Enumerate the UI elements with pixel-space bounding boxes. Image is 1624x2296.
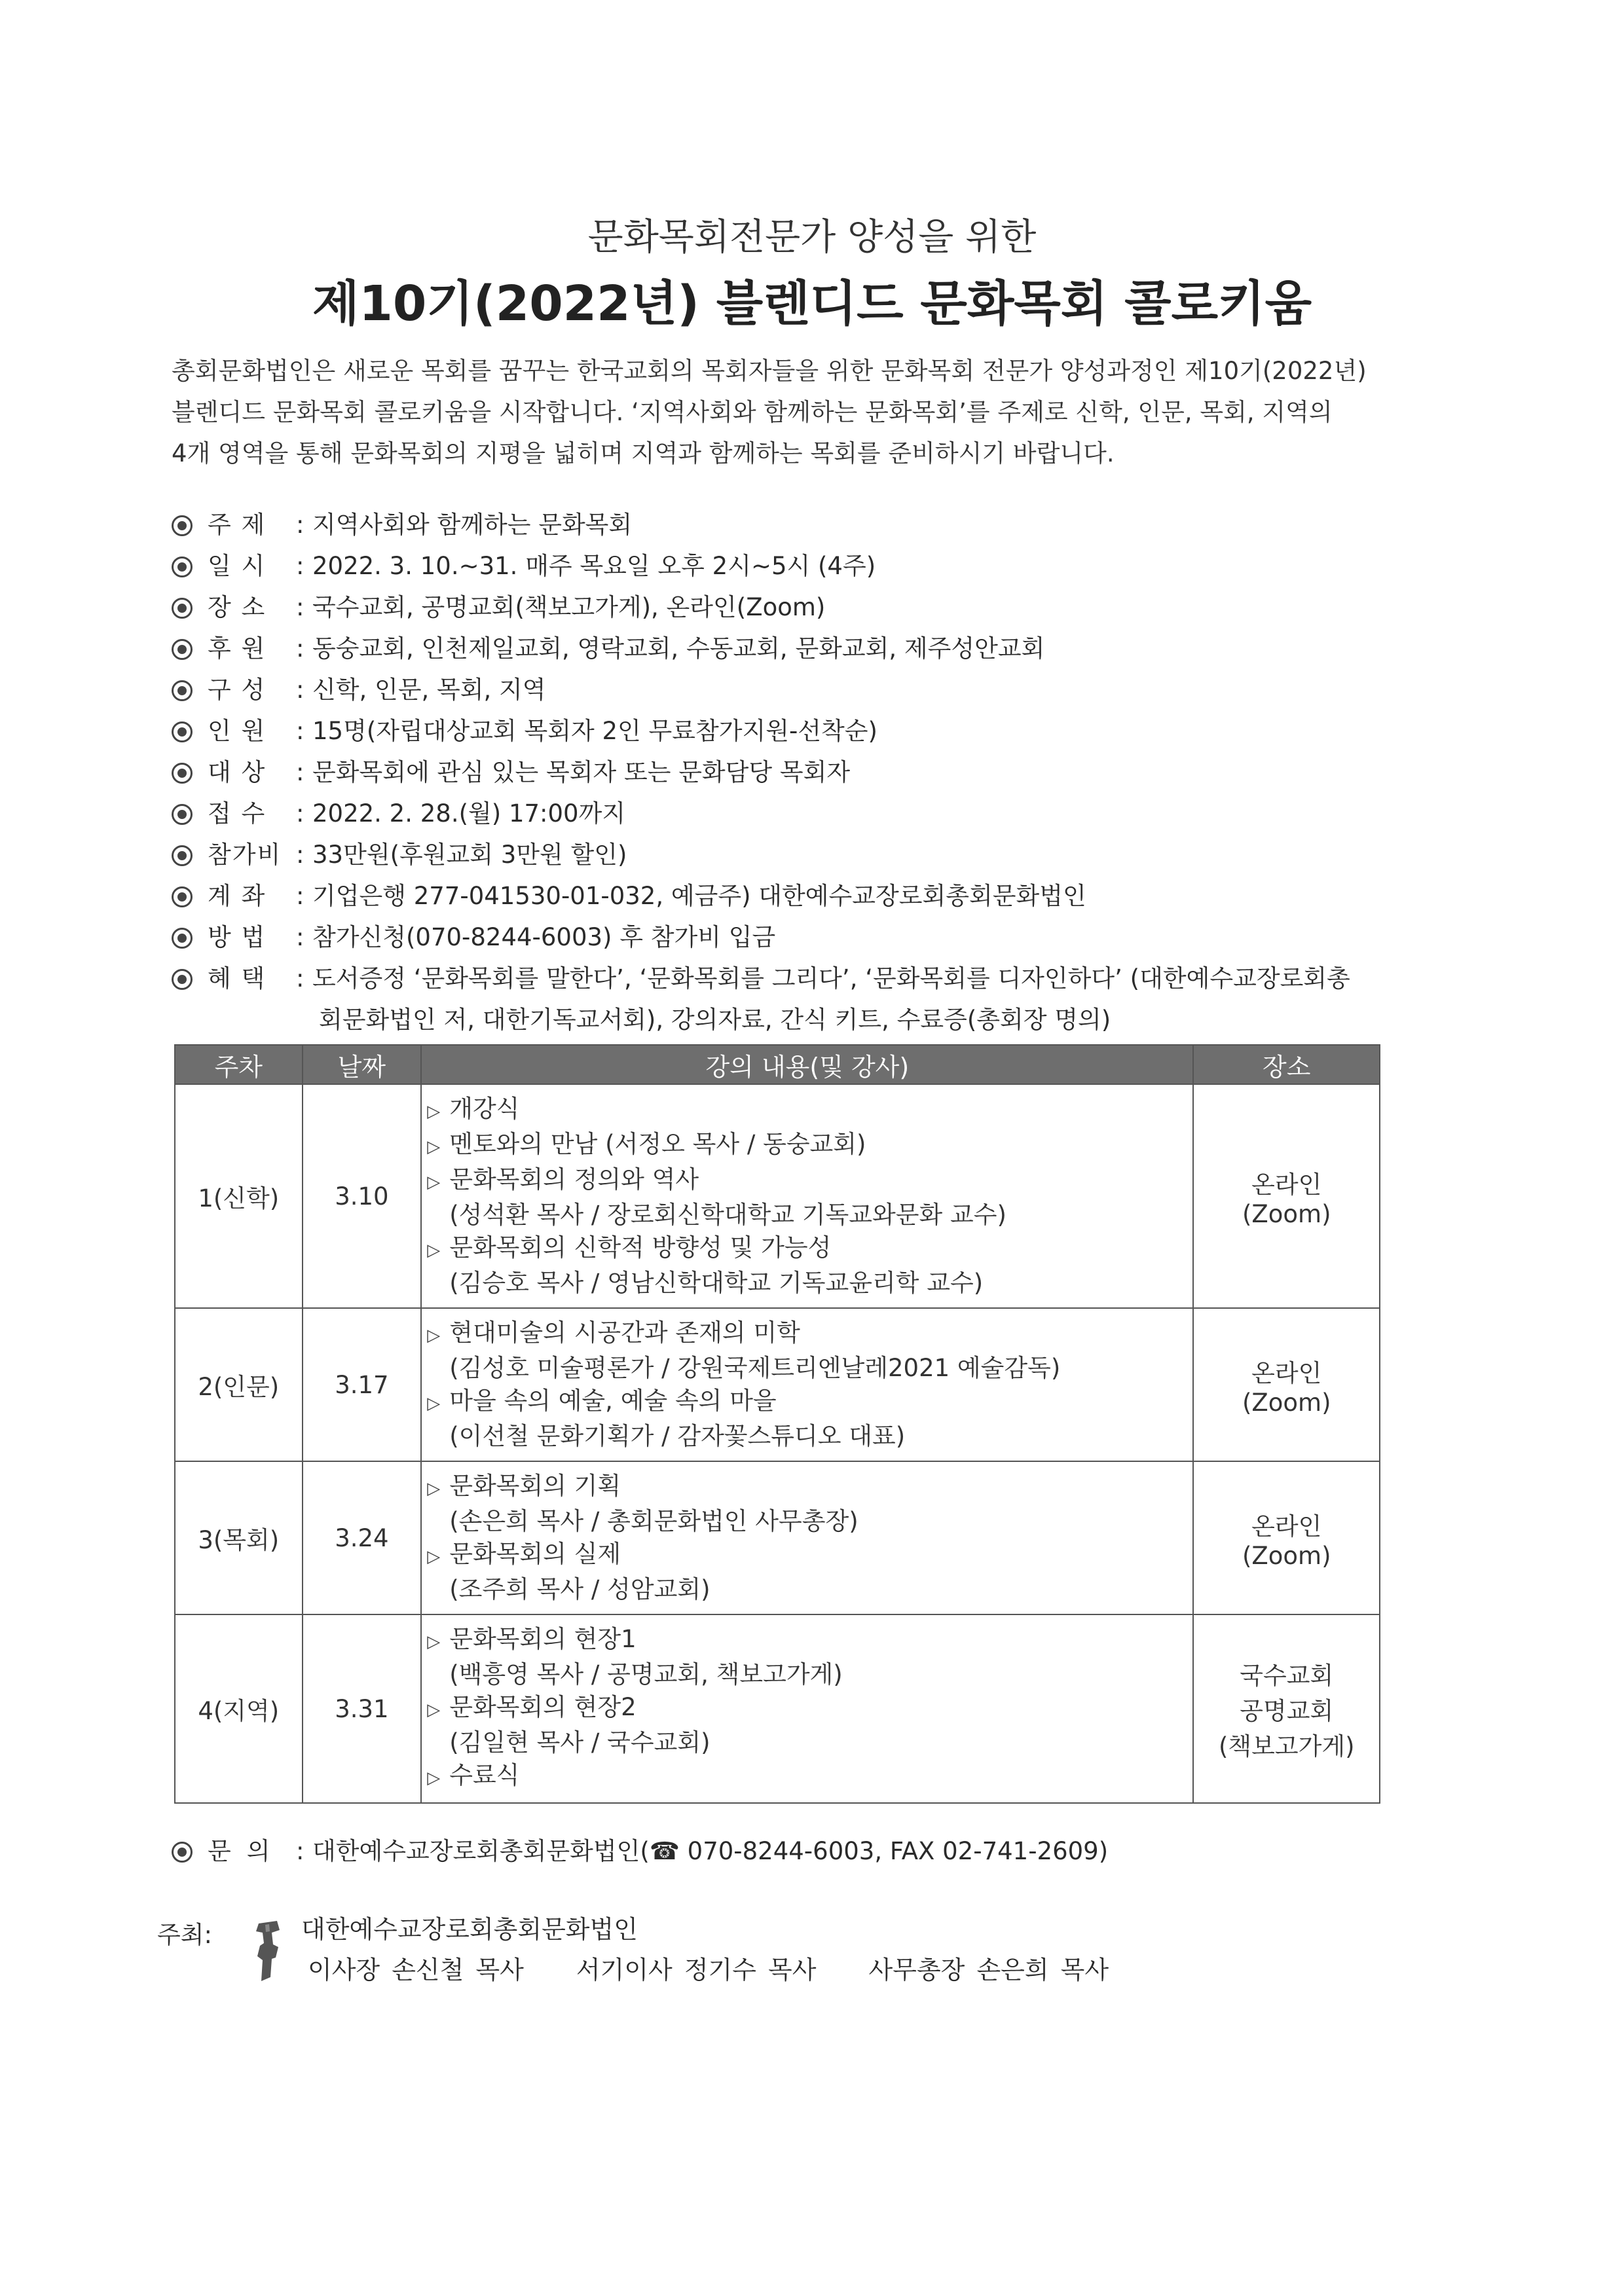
week-cell: 1(신학): [175, 1084, 303, 1308]
lecture-line: ▷ 문화목회의 현장2: [427, 1691, 1187, 1726]
info-list: [172, 505, 1455, 1042]
place-cell: 온라인 (Zoom): [1193, 1461, 1380, 1614]
table-row: [175, 1461, 1380, 1614]
lecturer-line: (김승호 목사 / 영남신학대학교 기독교윤리학 교수): [449, 1269, 984, 1297]
lecturer-line: (성석환 목사 / 장로회신학대학교 기독교와문화 교수): [449, 1201, 1006, 1229]
lecture-line: ▷ 개강식: [427, 1093, 1187, 1128]
info-item-structure: 구 성 : 신학, 인문, 목회, 지역: [172, 670, 1455, 712]
bullet-icon: [172, 753, 198, 792]
lecture-line: ▷ 문화목회의 정의와 역사: [427, 1163, 1187, 1199]
date-cell: 3.31: [303, 1614, 422, 1803]
bullet-icon: [172, 670, 198, 710]
triangle-marker-icon: ▷: [427, 1137, 441, 1157]
triangle-marker-icon: ▷: [427, 1326, 441, 1345]
info-value: 15명(자립대상교회 목회자 2인 무료참가지원-선착순): [312, 717, 877, 745]
info-item-venue: 장 소 : 국수교회, 공명교회(책보고가게), 온라인(Zoom): [172, 588, 1455, 629]
info-value: 기업은행 277-041530-01-032, 예금주) 대한예수교장로회총회문화법인: [312, 882, 1086, 910]
week-cell: 4(지역): [175, 1614, 303, 1803]
info-value: 도서증정 ‘문화목회를 말한다’, ‘문화목회를 그리다’, ‘문화목회를 디자인하다’ (대한예수교장로회총: [312, 964, 1350, 993]
document-subtitle: 문화목회전문가 양성을 위한: [587, 216, 1037, 259]
info-item-target: 대 상 : 문화목회에 관심 있는 목회자 또는 문화담당 목회자: [172, 753, 1455, 794]
content-cell: [421, 1614, 1193, 1803]
lecturer-line: (조주희 목사 / 성암교회): [449, 1575, 710, 1603]
triangle-marker-icon: ▷: [427, 1394, 441, 1413]
date-cell: 3.17: [303, 1308, 422, 1461]
lecture-line: ▷ 멘토와의 만남 (서정오 목사 / 동숭교회): [427, 1128, 1187, 1163]
schedule-table: [174, 1044, 1380, 1804]
info-item-registration: 접 수 : 2022. 2. 28.(월) 17:00까지: [172, 794, 1455, 835]
info-value: 국수교회, 공명교회(책보고가게), 온라인(Zoom): [312, 593, 826, 621]
info-value: 참가신청(070-8244-6003) 후 참가비 입금: [312, 923, 776, 951]
info-item-fee: 참가비 : 33만원(후원교회 3만원 할인): [172, 835, 1455, 877]
triangle-marker-icon: ▷: [427, 1479, 441, 1499]
table-row: [175, 1084, 1380, 1308]
content-cell: [421, 1308, 1193, 1461]
lecture-line: ▷ 수료식: [427, 1759, 1187, 1795]
bullet-icon: [172, 918, 198, 957]
bullet-icon: [172, 1832, 193, 1871]
info-value: 동숭교회, 인천제일교회, 영락교회, 수동교회, 문화교회, 제주성안교회: [312, 634, 1045, 663]
info-item-benefits: 혜 택 : 도서증정 ‘문화목회를 말한다’, ‘문화목회를 그리다’, ‘문화목회를 디자인하다’ (대한예수교장로회총 회문화법인 저, 대한기독교서회), 강의자료, 간식 키트, 수료증(총회장 명의): [172, 959, 1455, 1042]
lecture-line: ▷ 문화목회의 현장1: [427, 1623, 1187, 1658]
info-label: 일 시: [208, 552, 267, 580]
lecture-line: ▷ 문화목회의 실제: [427, 1538, 1187, 1573]
table-row: [175, 1308, 1380, 1461]
info-item-sponsors: 후 원 : 동숭교회, 인천제일교회, 영락교회, 수동교회, 문화교회, 제주성안교회: [172, 629, 1455, 670]
date-cell: 3.10: [303, 1084, 422, 1308]
info-item-capacity: 인 원 : 15명(자립대상교회 목회자 2인 무료참가지원-선착순): [172, 712, 1455, 753]
lecturer-line: (이선철 문화기획가 / 감자꽃스튜디오 대표): [449, 1422, 906, 1450]
info-value-continued: 회문화법인 저, 대한기독교서회), 강의자료, 간식 키트, 수료증(총회장 명의): [319, 1006, 1111, 1034]
content-cell: [421, 1461, 1193, 1614]
date-cell: 3.24: [303, 1461, 422, 1614]
info-item-schedule: 일 시 : 2022. 3. 10.~31. 매주 목요일 오후 2시~5시 (4주): [172, 547, 1455, 588]
triangle-marker-icon: ▷: [427, 1632, 441, 1652]
triangle-marker-icon: ▷: [427, 1700, 441, 1720]
info-label: 방 법: [208, 923, 267, 951]
place-cell: 온라인 (Zoom): [1193, 1308, 1380, 1461]
bullet-icon: [172, 835, 198, 875]
info-value: 33만원(후원교회 3만원 할인): [312, 841, 627, 869]
document-title: 제10기(2022년) 블렌디드 문화목회 콜로키움: [312, 276, 1312, 332]
bullet-icon: [172, 877, 198, 916]
info-label: 접 수: [208, 799, 267, 828]
lecturer-line: (손은희 목사 / 총회문화법인 사무총장): [449, 1507, 858, 1535]
column-header-week: 주차: [175, 1045, 303, 1084]
table-row: [175, 1614, 1380, 1803]
officer-chairman: 이사장 손신철 목사: [308, 1956, 524, 1984]
place-cell: 온라인 (Zoom): [1193, 1084, 1380, 1308]
info-value: 신학, 인문, 목회, 지역: [312, 676, 546, 704]
week-cell: 2(인문): [175, 1308, 303, 1461]
info-label: 주 제: [208, 511, 267, 539]
info-label: 후 원: [208, 634, 267, 663]
triangle-marker-icon: ▷: [427, 1173, 441, 1192]
triangle-marker-icon: ▷: [427, 1547, 441, 1567]
triangle-marker-icon: ▷: [427, 1102, 441, 1121]
column-header-content: 강의 내용(및 강사): [421, 1045, 1193, 1084]
info-label: 대 상: [208, 758, 267, 786]
info-value: 2022. 2. 28.(월) 17:00까지: [312, 799, 626, 828]
triangle-marker-icon: ▷: [427, 1241, 441, 1260]
bullet-icon: [172, 588, 198, 627]
column-header-place: 장소: [1193, 1045, 1380, 1084]
info-label: 인 원: [208, 717, 267, 745]
info-item-theme: 주 제 : 지역사회와 함께하는 문화목회: [172, 505, 1455, 547]
lecture-line: ▷ 현대미술의 시공간과 존재의 미학: [427, 1317, 1187, 1352]
lecture-line: ▷ 문화목회의 기획: [427, 1470, 1187, 1505]
host-officers: [308, 1950, 1149, 1986]
officer-general-secretary: 사무총장 손은희 목사: [868, 1956, 1109, 1984]
lecture-line: ▷ 문화목회의 신학적 방향성 및 가능성: [427, 1231, 1187, 1267]
info-item-method: 방 법 : 참가신청(070-8244-6003) 후 참가비 입금: [172, 918, 1455, 959]
week-cell: 3(목회): [175, 1461, 303, 1614]
bullet-icon: [172, 505, 198, 545]
info-item-account: 계 좌 : 기업은행 277-041530-01-032, 예금주) 대한예수교장로회총회문화법인: [172, 877, 1455, 918]
bullet-icon: [172, 629, 198, 668]
officer-secretary: 서기이사 정기수 목사: [576, 1956, 817, 1984]
lecturer-line: (김성호 미술평론가 / 강원국제트리엔날레2021 예술감독): [449, 1354, 1061, 1382]
info-value: 지역사회와 함께하는 문화목회: [312, 511, 633, 539]
lecturer-line: (백흥영 목사 / 공명교회, 책보고가게): [449, 1660, 843, 1688]
info-value: 2022. 3. 10.~31. 매주 목요일 오후 2시~5시 (4주): [312, 552, 876, 580]
info-label: 참가비: [208, 841, 282, 869]
intro-line: 블렌디드 문화목회 콜로키움을 시작합니다. ‘지역사회와 함께하는 문화목회’를 주제로 신학, 인문, 목회, 지역의: [172, 398, 1333, 426]
inquiry-label: 문의: [208, 1837, 286, 1865]
document-page: 문화목회전문가 양성을 위한 제10기(2022년) 블렌디드 문화목회 콜로키움 총회문화법인은 새로운 목회를 꿈꾸는 한국교회의 목회자들을 위한 문화목회 전문가 양성과정인 제10기(2022년) 블렌디드 문화목회 콜로키움을 시작합니다. ‘지역사회와 함께하는 문화목회’를 주제로 신학, 인문, 목회, 지역의 4개 영역을 통해 문화목회의 지평을 넓히며 지역과 함께하는 목회를 준비하시기 바랍니다. 주 제 : 지역사회와 함께하는 문화목회 일 시 : 2022. 3. 10.~31. 매주 목요일 오후 2시~5시 (4주) 장 소 : 국수교회, 공명교회(책보고가게), 온라인(Zoom) 후 원 : 동숭교회, 인천제일교회, 영락교회, 수동교회, 문화교회, 제주성안교회 구 성 : 신학, 인문, 목회, 지역 인 원 : 15명(자립대상교회 목회자 2인 무료참가지원-선착순) 대 상 : 문화목회에 관심 있는 목회자 또는 문화담당 목회자 접 수 : 2022. 2. 28.(월) 17:00까지 참가비 : 33만원(후원교회 3만원 할인) 계 좌 : 기업은행 277-041530-01-032, 예금주) 대한예수교장로회총회문화법인 방 법 : 참가신청(070-8244-6003) 후 참가비 입금 혜 택 : 도서증정 ‘문화목회를 말한다’, ‘문화목회를 그리다’, ‘문화목회를 디자인하다’ (대한예수교장로회총 회문화법인 저, 대한기독교서회), 강의자료, 간식 키트, 수료증(총회장 명의) 주차 날짜 강의 내용(및 강사) 장소 1(신학) 3.10 ▷ 개강식 ▷ 멘토와의 만남 (서정오 목사 / 동숭교회) ▷ 문화목회의 정의와 역사 (성석환 목사 / 장로회신학대학교 기독교와문화 교수) ▷ 문화목회의 신학적 방향성 및 가능성 (김승호 목사 / 영남신학대학교 기독교윤리학 교수) 온라인 (Zoom) 2(인문) 3.17 ▷ 현대미술의 시공간과 존재의 미학 (김성호 미술평론가 / 강원국제트리엔날레2021 예술감독) ▷ 마을 속의 예술, 예술 속의 마을 (이선철 문화기획가 / 감자꽃스튜디오 대표) 온라인 (Zoom) 3(목회) 3.24 ▷ 문화목회의 기획 (손은희 목사 / 총회문화법인 사무총장) ▷ 문화목회의 실제 (조주희 목사 / 성암교회) 온라인 (Zoom) 4(지역) 3.31 ▷ 문화목회의 현장1 (백흥영 목사 / 공명교회, 책보고가게) ▷ 문화목회의 현장2 (김일현 목사 / 국수교회) ▷ 수료식 국수교회 공명교회 (책보고가게) 문의 : 대한예수교장로회총회문화법인(☎ 070-8244-6003, FAX 02-741-2609) 주최: 대한예수교장로회총회문화법인 이사장 손신철 목사 서기이사 정기수 목사 사무총장 손은희 목사: [0, 0, 1624, 2296]
bullet-icon: [172, 712, 198, 751]
triangle-marker-icon: ▷: [427, 1768, 441, 1788]
table-header-row: [175, 1045, 1380, 1084]
lecture-line: ▷ 마을 속의 예술, 예술 속의 마을: [427, 1385, 1187, 1420]
info-value: 문화목회에 관심 있는 목회자 또는 문화담당 목회자: [312, 758, 851, 786]
bullet-icon: [172, 547, 198, 586]
lecturer-line: (김일현 목사 / 국수교회): [449, 1728, 710, 1757]
bullet-icon: [172, 794, 198, 833]
intro-paragraph: [172, 350, 1429, 474]
intro-line: 4개 영역을 통해 문화목회의 지평을 넓히며 지역과 함께하는 목회를 준비하시기 바랍니다.: [172, 439, 1115, 467]
host-label: 주최:: [157, 1921, 212, 1949]
organization-logo-icon: [252, 1918, 284, 1984]
info-label: 구 성: [208, 676, 267, 704]
place-cell: 국수교회 공명교회 (책보고가게): [1193, 1614, 1380, 1803]
info-label: 혜 택: [208, 964, 267, 993]
column-header-date: 날짜: [303, 1045, 422, 1084]
host-organization: 대한예수교장로회총회문화법인: [301, 1915, 638, 1944]
content-cell: [421, 1084, 1193, 1308]
inquiry-value: 대한예수교장로회총회문화법인(☎ 070-8244-6003, FAX 02-741-2609): [312, 1837, 1109, 1865]
bullet-icon: [172, 959, 198, 998]
info-label: 장 소: [208, 593, 267, 621]
intro-line: 총회문화법인은 새로운 목회를 꿈꾸는 한국교회의 목회자들을 위한 문화목회 전문가 양성과정인 제10기(2022년): [172, 357, 1367, 385]
info-label: 계 좌: [208, 882, 267, 910]
